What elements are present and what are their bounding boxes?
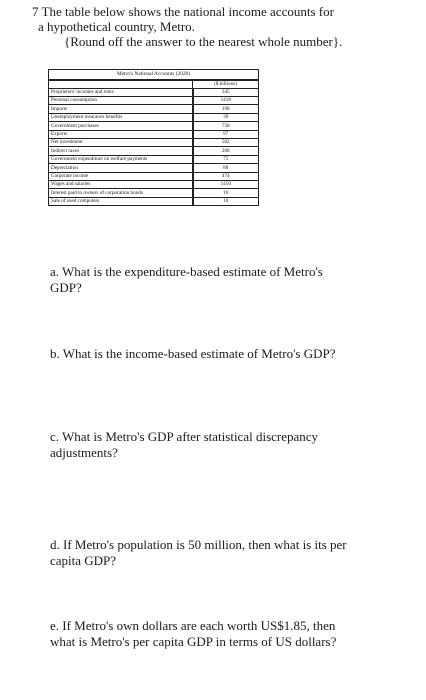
table-row bbox=[49, 96, 259, 104]
table-row bbox=[49, 164, 259, 172]
table-row bbox=[49, 138, 259, 146]
question-b bbox=[50, 346, 410, 362]
question-a-line-2: GDP? bbox=[50, 280, 82, 295]
row-value: 502 bbox=[193, 138, 259, 146]
row-label: Corporate income bbox=[49, 172, 193, 180]
table-row bbox=[49, 189, 259, 197]
table-row bbox=[49, 172, 259, 180]
row-value: 268 bbox=[193, 147, 259, 155]
row-label: Exports bbox=[49, 130, 193, 138]
question-d bbox=[50, 537, 410, 569]
row-value: 39 bbox=[193, 113, 259, 121]
question-c-line-2: adjustments? bbox=[50, 445, 118, 460]
question-d-line-1: d. If Metro's population is 50 million, then what is its per bbox=[50, 537, 347, 552]
row-label: Government purchases bbox=[49, 122, 193, 130]
row-label: Net investment bbox=[49, 138, 193, 146]
table-row bbox=[49, 88, 259, 96]
row-value: 1450 bbox=[193, 180, 259, 188]
table-row bbox=[49, 130, 259, 138]
row-label: Sale of used computers bbox=[49, 197, 193, 205]
row-value: 1418 bbox=[193, 96, 259, 104]
row-label: Depreciation bbox=[49, 164, 193, 172]
row-label: Government expenditure on welfare payments bbox=[49, 155, 193, 163]
row-value: 75 bbox=[193, 155, 259, 163]
table-row bbox=[49, 113, 259, 121]
row-value: 758 bbox=[193, 122, 259, 130]
table-row bbox=[49, 105, 259, 113]
row-label: Unemployment insurance benefits bbox=[49, 113, 193, 121]
row-value: 88 bbox=[193, 164, 259, 172]
question-e-line-2: what is Metro's per capita GDP in terms of US dollars? bbox=[50, 634, 337, 649]
row-label: Imports bbox=[49, 105, 193, 113]
table-row bbox=[49, 147, 259, 155]
row-label: Personal consumption bbox=[49, 96, 193, 104]
row-label: Proprietors' incomes and rents bbox=[49, 88, 193, 96]
question-d-line-2: capita GDP? bbox=[50, 553, 117, 568]
row-value: 97 bbox=[193, 130, 259, 138]
table-header-blank bbox=[49, 80, 193, 88]
row-label: Interest paid to owners of corporation bonds bbox=[49, 189, 193, 197]
question-b-line-1: b. What is the income-based estimate of Metro's GDP? bbox=[50, 346, 336, 361]
question-a-line-1: a. What is the expenditure-based estimate of Metro's bbox=[50, 264, 323, 279]
table-title: Metro's National Accounts (2020) bbox=[49, 70, 259, 81]
row-value: 16 bbox=[193, 189, 259, 197]
question-c-line-1: c. What is Metro's GDP after statistical discrepancy bbox=[50, 429, 319, 444]
question-a bbox=[50, 264, 410, 296]
row-value: 198 bbox=[193, 105, 259, 113]
question-e-line-1: e. If Metro's own dollars are each worth US$1.85, then bbox=[50, 618, 336, 633]
row-value: 10 bbox=[193, 197, 259, 205]
table-row bbox=[49, 122, 259, 130]
rounding-instruction: {Round off the answer to the nearest whole number}. bbox=[64, 34, 343, 49]
question-intro bbox=[32, 4, 422, 49]
question-c bbox=[50, 429, 410, 461]
row-label: Indirect taxes bbox=[49, 147, 193, 155]
table-unit-header: ($ billions) bbox=[193, 80, 259, 88]
national-accounts-table bbox=[48, 69, 259, 206]
row-label: Wages and salaries bbox=[49, 180, 193, 188]
question-e bbox=[50, 618, 410, 650]
row-value: 474 bbox=[193, 172, 259, 180]
row-value: 345 bbox=[193, 88, 259, 96]
intro-line-2: a hypothetical country, Metro. bbox=[38, 19, 195, 34]
table-row bbox=[49, 155, 259, 163]
intro-line-1: 7 The table below shows the national income accounts for bbox=[32, 4, 334, 19]
table-row bbox=[49, 180, 259, 188]
table-row bbox=[49, 197, 259, 205]
